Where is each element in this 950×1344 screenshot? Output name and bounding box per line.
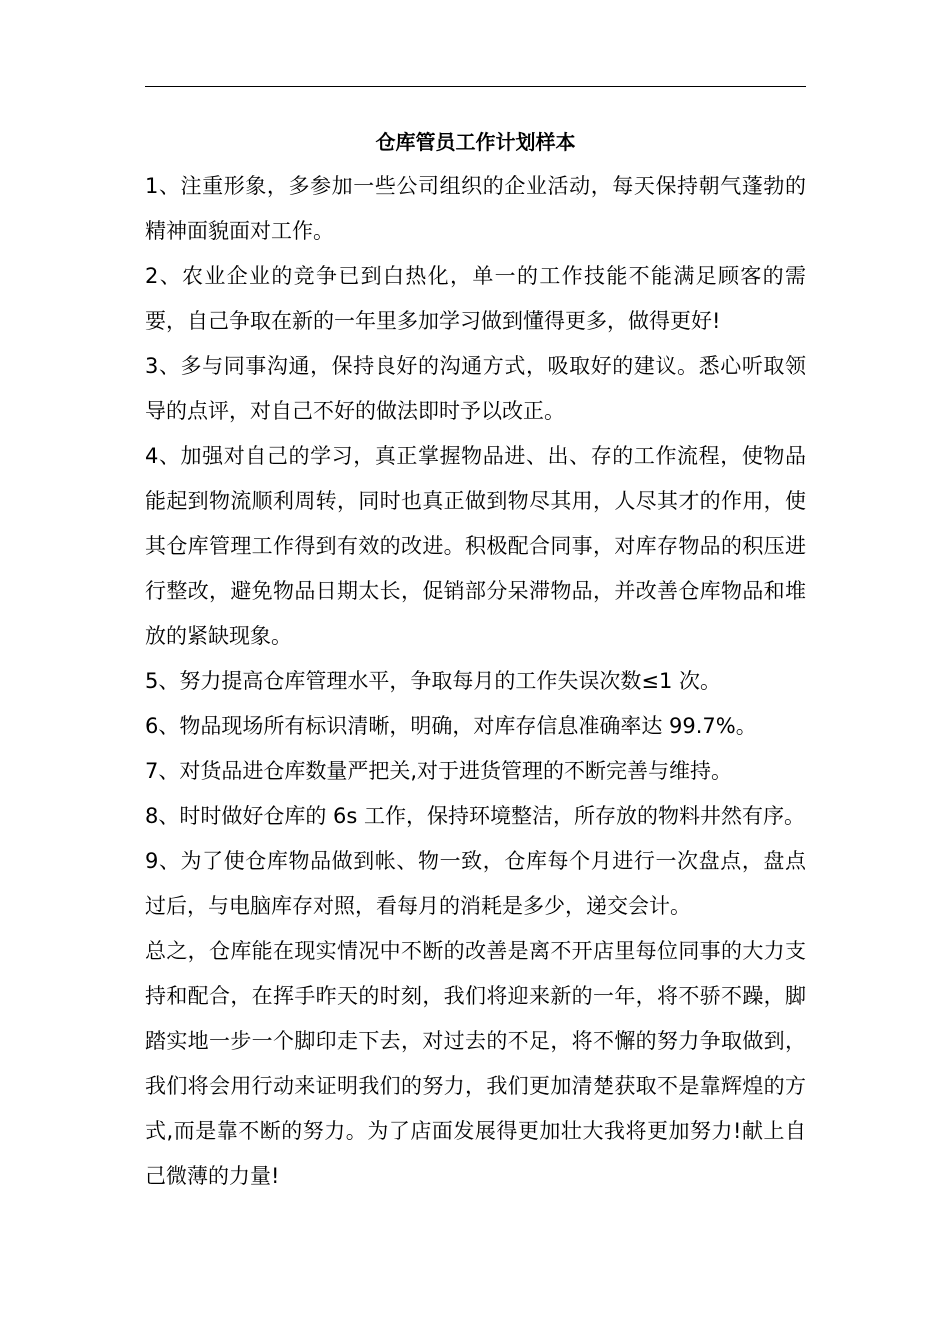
document-body: [145, 164, 806, 1199]
paragraph-4: 4、加强对自己的学习，真正掌握物品进、出、存的工作流程，使物品能起到物流顺利周转，同时也真正做到物尽其用，人尽其才的作用，使其仓库管理工作得到有效的改进。积极配合同事，对库存物品的积压进行整改，避免物品日期太长，促销部分呆滞物品，并改善仓库物品和堆放的紧缺现象。: [145, 444, 806, 648]
paragraph-3: 3、多与同事沟通，保持良好的沟通方式，吸取好的建议。悉心听取领导的点评，对自己不好的做法即时予以改正。: [145, 354, 806, 423]
header-rule: [145, 86, 806, 87]
paragraph-5: 5、努力提高仓库管理水平，争取每月的工作失误次数≤1 次。: [145, 669, 721, 693]
paragraph-9: 9、为了使仓库物品做到帐、物一致，仓库每个月进行一次盘点，盘点过后，与电脑库存对照，看每月的消耗是多少，递交会计。: [145, 849, 806, 918]
paragraph-8: 8、时时做好仓库的 6s 工作，保持环境整洁，所存放的物料井然有序。: [145, 804, 806, 828]
paragraph-2: 2、农业企业的竞争已到白热化，单一的工作技能不能满足顾客的需要，自己争取在新的一年里多加学习做到懂得更多，做得更好!: [145, 264, 806, 333]
paragraph-7: 7、对货品进仓库数量严把关,对于进货管理的不断完善与维持。: [145, 759, 733, 783]
paragraph-conclusion: 总之，仓库能在现实情况中不断的改善是离不开店里每位同事的大力支持和配合，在挥手昨天的时刻，我们将迎来新的一年，将不骄不躁，脚踏实地一步一个脚印走下去，对过去的不足，将不懈的努力争取做到，我们将会用行动来证明我们的努力，我们更加清楚获取不是靠辉煌的方式,而是靠不断的努力。为了店面发展得更加壮大我将更加努力!献上自己微薄的力量!: [145, 939, 806, 1188]
paragraph-6: 6、物品现场所有标识清晰，明确，对库存信息准确率达 99.7%。: [145, 714, 757, 738]
document-title: 仓库管员工作计划样本: [375, 130, 576, 154]
paragraph-1: 1、注重形象，多参加一些公司组织的企业活动，每天保持朝气蓬勃的精神面貌面对工作。: [145, 174, 806, 243]
